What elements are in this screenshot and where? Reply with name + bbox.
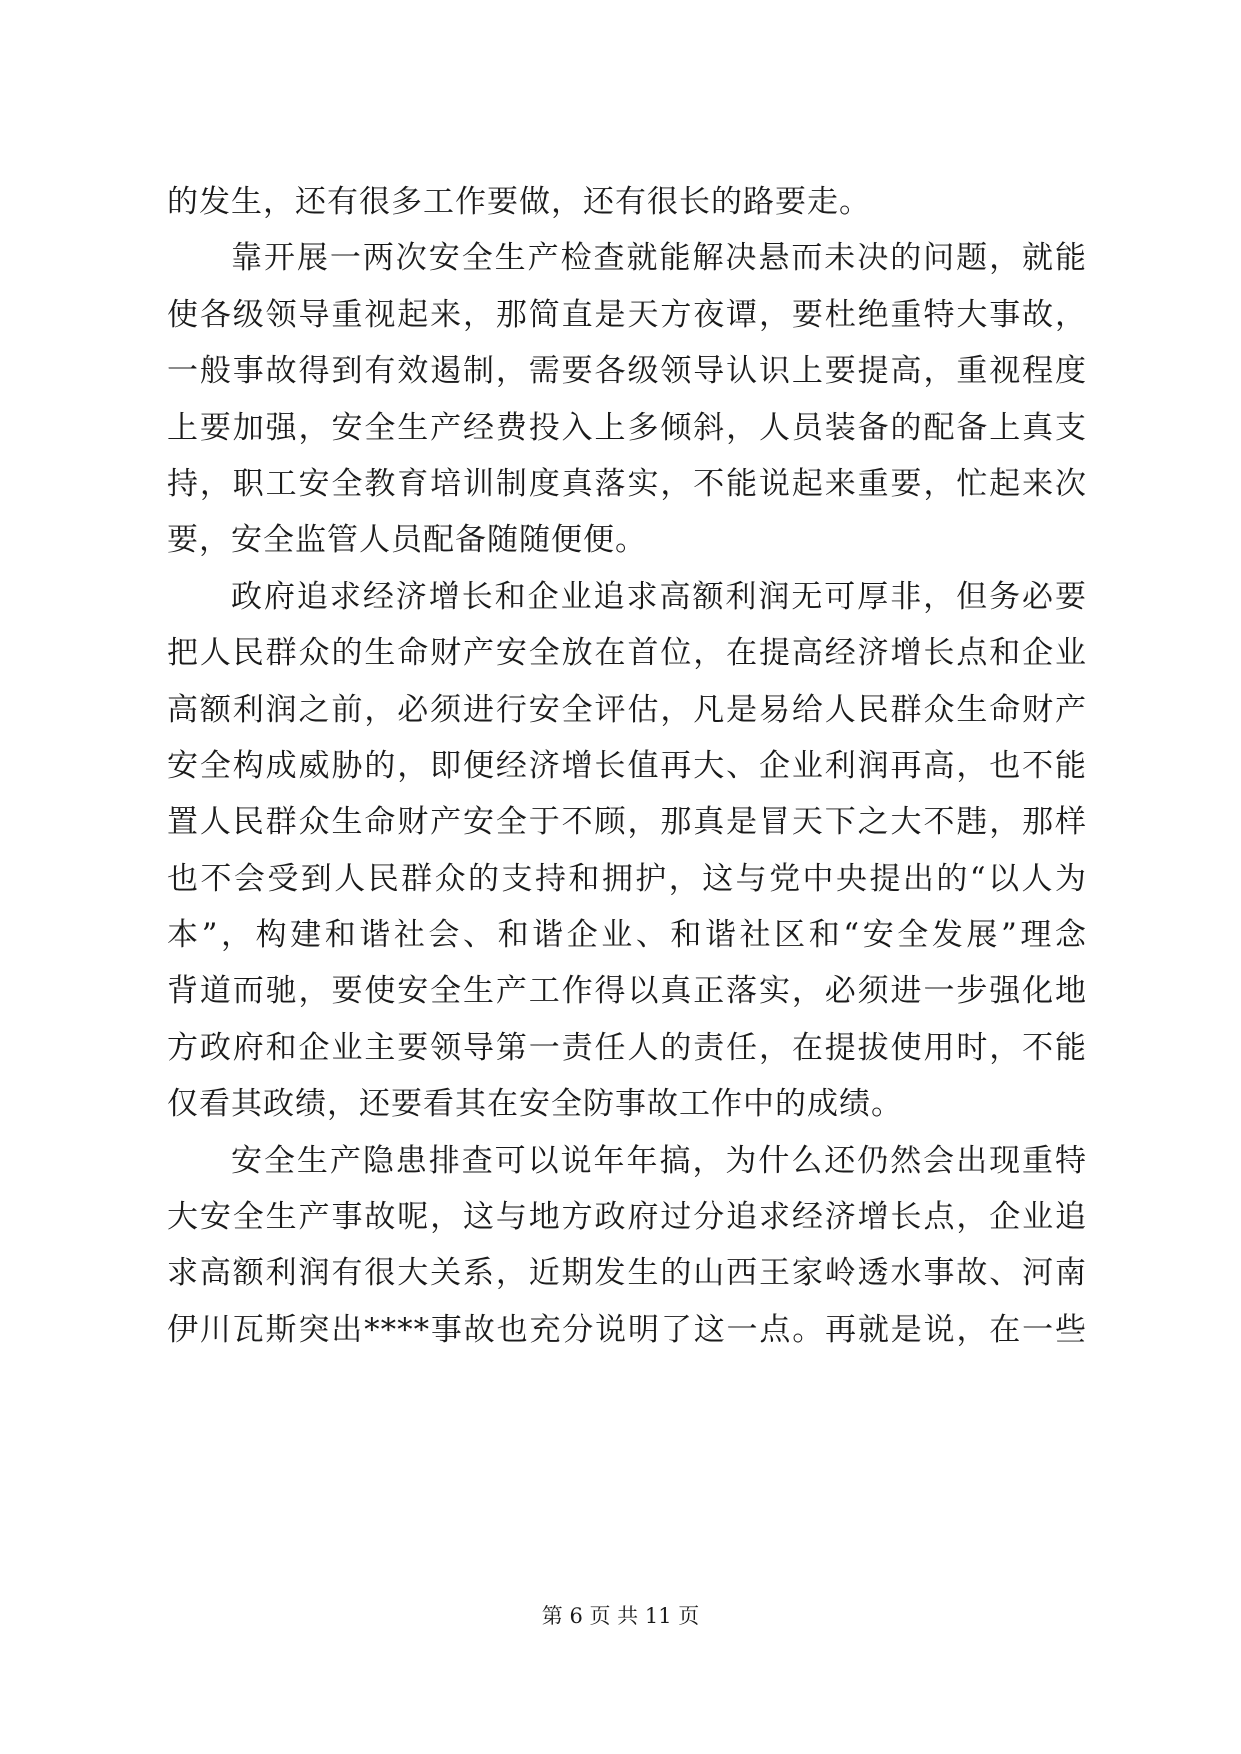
text-line: 仅看其政绩，还要看其在安全防事故工作中的成绩。	[167, 1086, 903, 1123]
text-line: 要，安全监管人员配备随随便便。	[167, 522, 647, 559]
paragraph-start-line: 安全生产隐患排查可以说年年搞，为什么还仍然会出现重特	[231, 1142, 1087, 1179]
paragraph-start-line: 靠开展一两次安全生产检查就能解决悬而未决的问题，就能	[231, 240, 1087, 277]
text-line: 把人民群众的生命财产安全放在首位，在提高经济增长点和企业	[167, 635, 1087, 672]
text-line: 一般事故得到有效遏制，需要各级领导认识上要提高，重视程度	[167, 353, 1087, 390]
text-line: 方政府和企业主要领导第一责任人的责任，在提拔使用时，不能	[167, 1029, 1087, 1066]
text-line: 使各级领导重视起来，那简直是天方夜谭，要杜绝重特大事故，	[167, 296, 1087, 333]
text-line: 也不会受到人民群众的支持和拥护，这与党中央提出的“以人为	[167, 860, 1087, 897]
text-line: 本”，构建和谐社会、和谐企业、和谐社区和“安全发展”理念	[167, 917, 1087, 954]
text-line: 置人民群众生命财产安全于不顾，那真是冒天下之大不韪，那样	[167, 804, 1087, 841]
text-line: 求高额利润有很大关系，近期发生的山西王家岭透水事故、河南	[167, 1255, 1087, 1292]
text-line: 持，职工安全教育培训制度真落实，不能说起来重要，忙起来次	[167, 465, 1087, 502]
text-line: 伊川瓦斯突出****事故也充分说明了这一点。再就是说，在一些	[167, 1311, 1087, 1348]
body-text	[167, 174, 1087, 1358]
text-line: 上要加强，安全生产经费投入上多倾斜，人员装备的配备上真支	[167, 409, 1087, 446]
text-line: 高额利润之前，必须进行安全评估，凡是易给人民群众生命财产	[167, 691, 1087, 728]
page-number-footer: 第 6 页 共 11 页	[541, 1604, 700, 1628]
text-line: 大安全生产事故呢，这与地方政府过分追求经济增长点，企业追	[167, 1199, 1087, 1236]
text-line: 背道而驰，要使安全生产工作得以真正落实，必须进一步强化地	[167, 973, 1087, 1010]
paragraph-start-line: 政府追求经济增长和企业追求高额利润无可厚非，但务必要	[231, 578, 1087, 615]
text-line: 的发生，还有很多工作要做，还有很长的路要走。	[167, 184, 871, 220]
text-line: 安全构成威胁的，即便经济增长值再大、企业利润再高，也不能	[167, 747, 1087, 784]
